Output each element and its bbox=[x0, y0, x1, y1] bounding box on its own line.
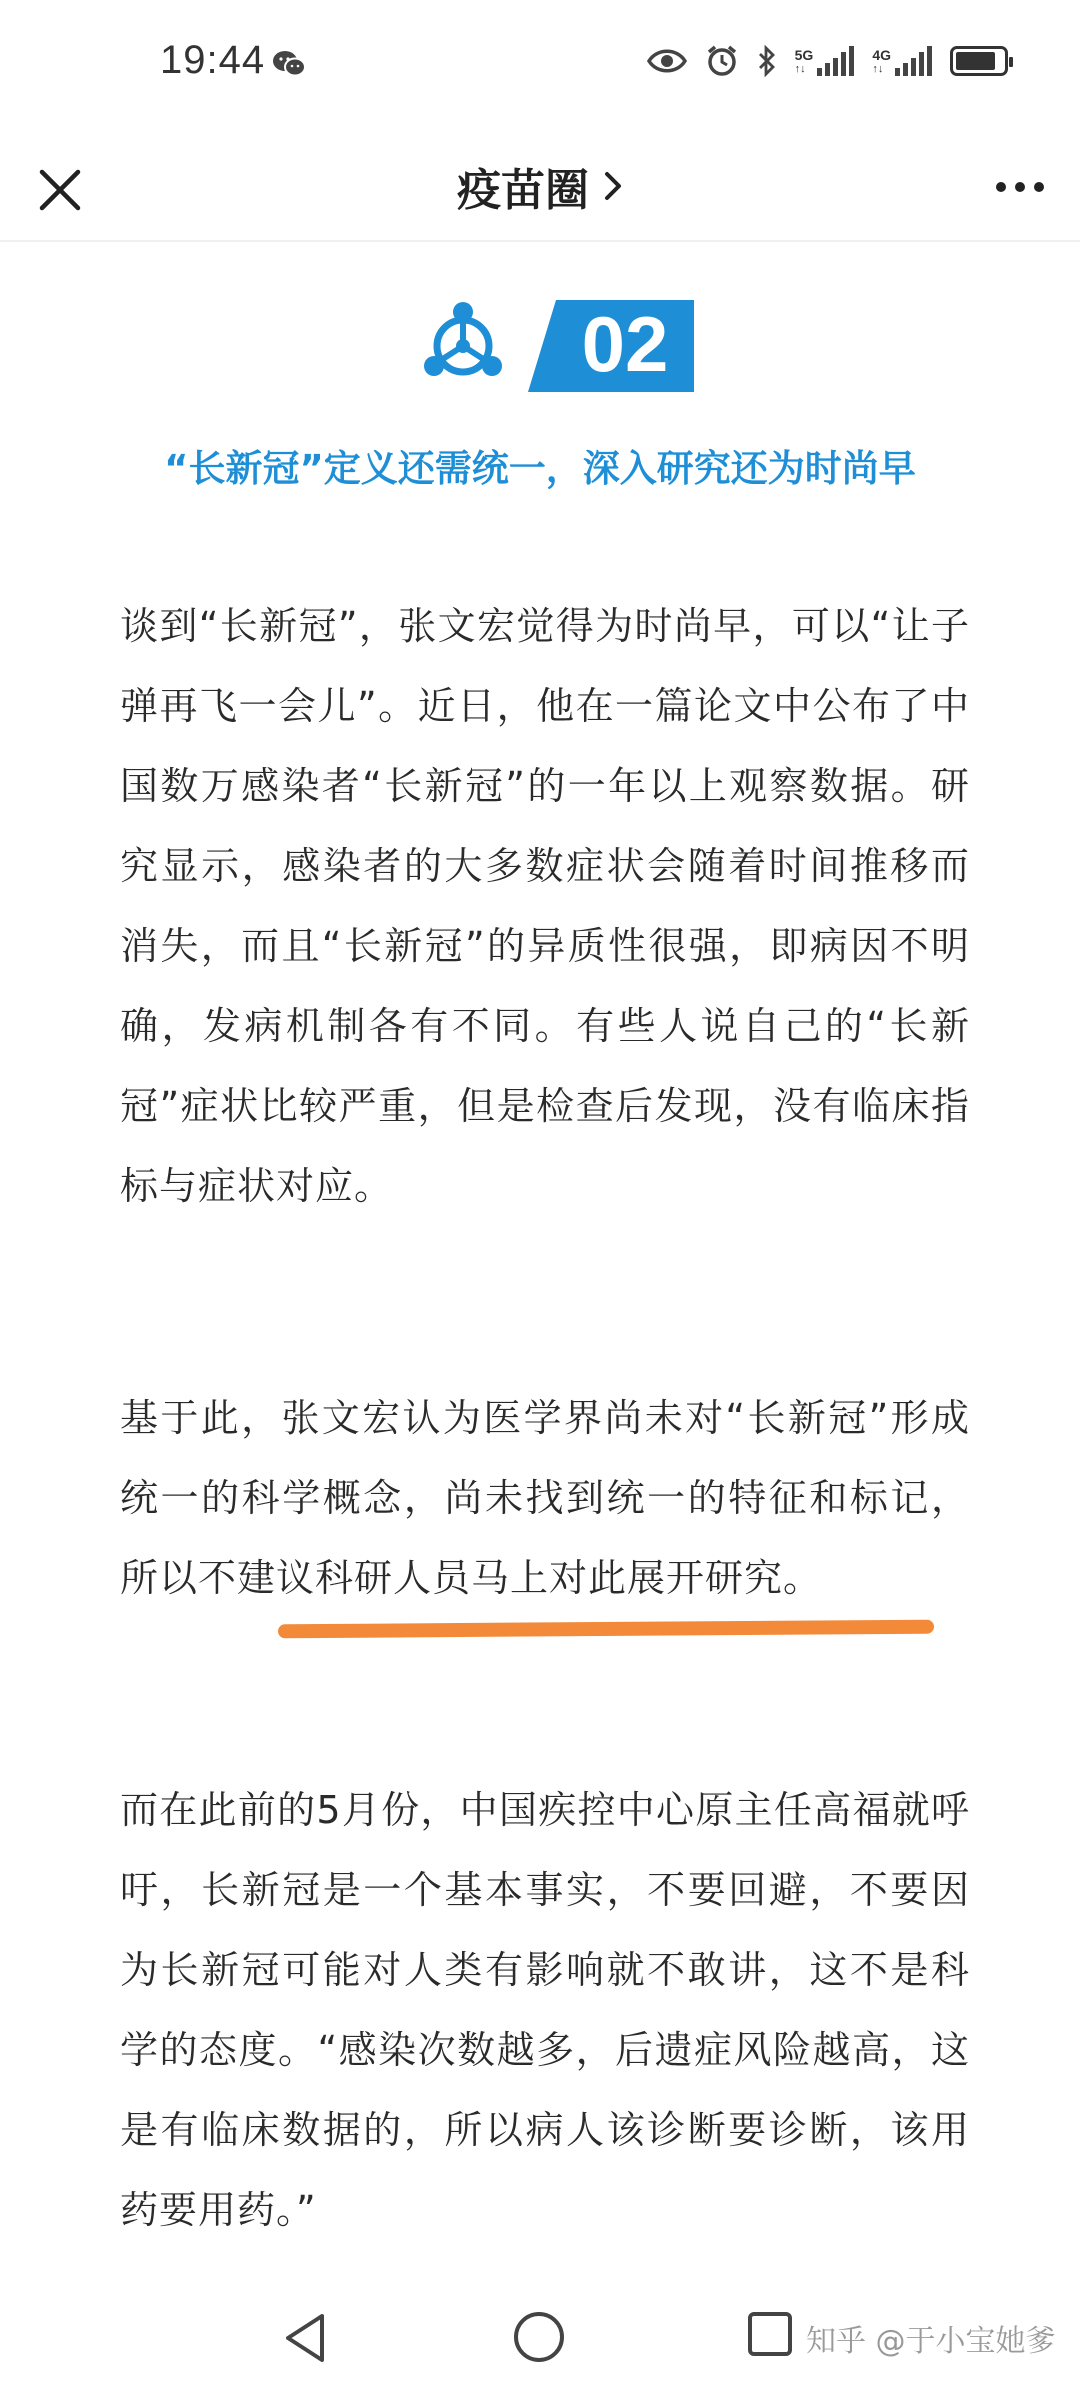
signal-bars-icon bbox=[895, 46, 932, 76]
bluetooth-icon bbox=[757, 45, 777, 77]
signal-bars-icon bbox=[817, 46, 854, 76]
more-button[interactable] bbox=[996, 182, 1044, 192]
paragraph-2: 基于此，张文宏认为医学界尚未对“长新冠”形成统一的科学概念，尚未找到统一的特征和标记，所以不建议科研人员马上对此展开研究。 bbox=[120, 1396, 970, 1600]
paragraph-3: 而在此前的5月份，中国疾控中心原主任高福就呼吁，长新冠是一个基本事实，不要回避，不要因为长新冠可能对人类有影响就不敢讲，这不是科学的态度。“感染次数越多，后遗症风险越高，这是有临床数据的，所以病人该诊断要诊断，该用药要用药。” bbox=[120, 1788, 970, 2232]
network-label-2: 4G bbox=[872, 47, 891, 63]
network-label-1: 5G bbox=[794, 47, 814, 63]
eye-icon bbox=[647, 48, 687, 74]
nav-title[interactable] bbox=[0, 154, 1080, 218]
paragraph-1: 谈到“长新冠”，张文宏觉得为时尚早，可以“让子弹再飞一会儿”。近日，他在一篇论文中公布了中国数万感染者“长新冠”的一年以上观察数据。研究显示，感染者的大多数症状会随着时间推移而消失，而且“长新冠”的异质性很强，即病因不明确，发病机制各有不同。有些人说自己的“长新冠”症状比较严重，但是检查后发现，没有临床指标与症状对应。 bbox=[120, 604, 970, 1208]
signal-5g bbox=[795, 46, 855, 76]
section-heading: “长新冠”定义还需统一，深入研究还为时尚早 bbox=[164, 447, 916, 490]
nav-bar bbox=[0, 140, 1080, 240]
network-direction-2: ↑↓ bbox=[872, 63, 884, 75]
more-dot-icon bbox=[996, 182, 1006, 192]
battery-level bbox=[956, 52, 995, 70]
more-dot-icon bbox=[1015, 182, 1025, 192]
status-time: 19:44 bbox=[160, 38, 266, 82]
network-direction-1: ↑↓ bbox=[794, 63, 806, 75]
alarm-icon bbox=[705, 44, 739, 78]
more-dot-icon bbox=[1034, 182, 1044, 192]
signal-4g bbox=[872, 46, 932, 76]
account-name[interactable]: 疫苗圈 bbox=[457, 165, 589, 216]
status-icons bbox=[647, 44, 1008, 78]
wechat-icon bbox=[272, 50, 306, 78]
nav-divider bbox=[0, 240, 1080, 242]
article-body bbox=[120, 586, 970, 2250]
section-number: 02 bbox=[581, 300, 669, 388]
virus-logo-icon bbox=[418, 298, 508, 388]
back-triangle-icon[interactable] bbox=[282, 2312, 328, 2364]
watermark: 知乎 @于小宝她爹 bbox=[806, 2324, 1056, 2359]
home-circle-icon[interactable] bbox=[514, 2312, 564, 2362]
chevron-right-icon[interactable] bbox=[603, 170, 623, 202]
status-bar bbox=[0, 0, 1080, 140]
system-nav-bar bbox=[0, 2290, 1080, 2400]
battery-icon bbox=[950, 46, 1008, 76]
recent-apps-square-icon[interactable] bbox=[748, 2312, 792, 2356]
